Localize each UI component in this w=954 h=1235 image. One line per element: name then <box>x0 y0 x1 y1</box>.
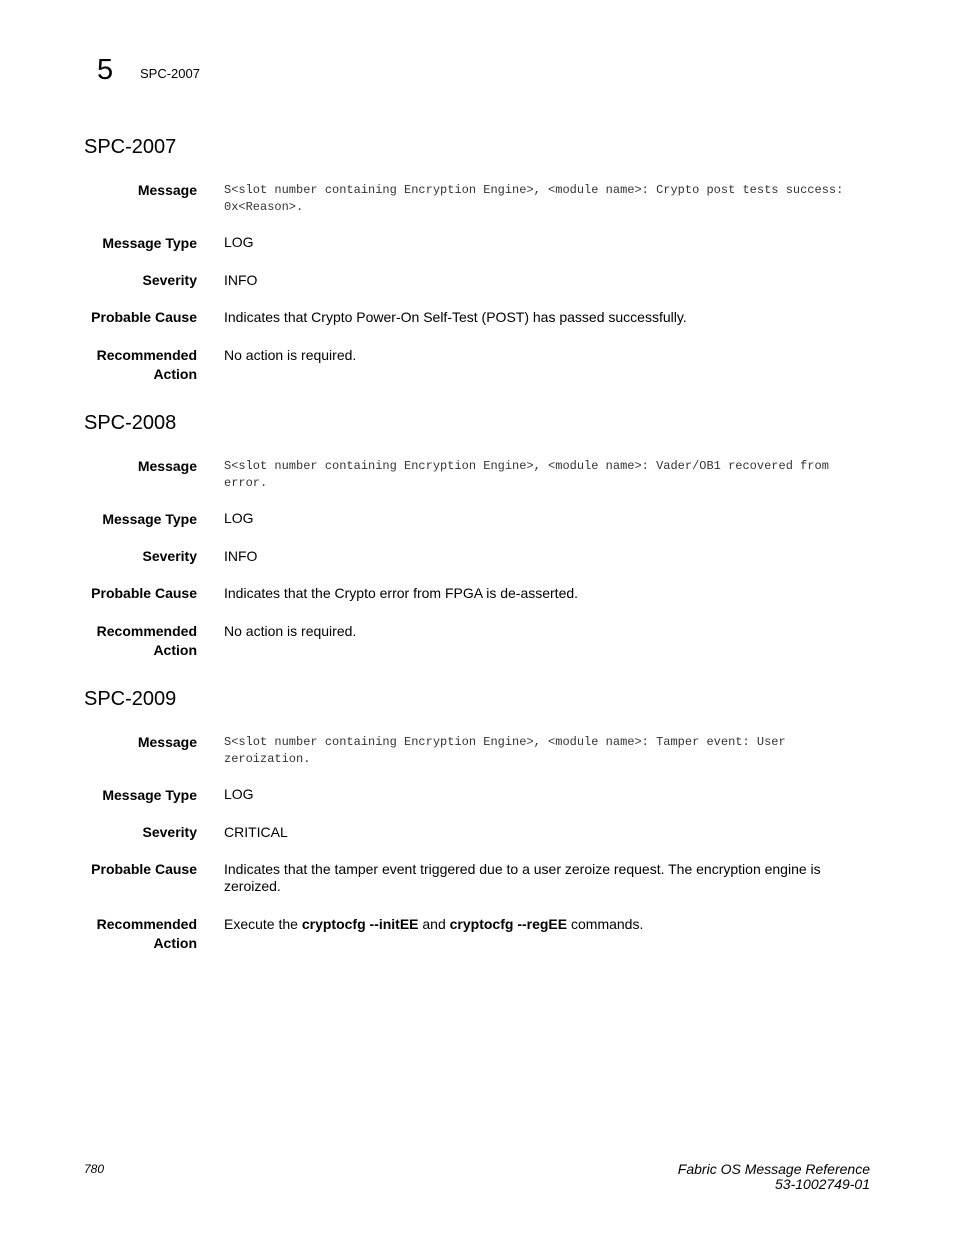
recommended-action-label-line2: Action <box>153 642 197 658</box>
message-text: S<slot number containing Encryption Engine>, <module name>: Vader/OB1 recovered from error. <box>224 459 829 490</box>
command-initee: cryptocfg --initEE <box>301 916 419 932</box>
severity-label: Severity <box>142 824 197 840</box>
document-number: 53-1002749-01 <box>775 1176 870 1192</box>
recommended-action-text <box>224 916 874 933</box>
recommended-action-text: No action is required. <box>224 347 357 363</box>
action-text-part: Execute the <box>224 916 302 932</box>
severity-value: CRITICAL <box>224 824 288 840</box>
probable-cause-text: Indicates that the Crypto error from FPGA is de-asserted. <box>224 585 579 601</box>
recommended-action-label-line1: Recommended <box>96 916 197 932</box>
message-type-value: LOG <box>224 510 254 526</box>
message-type-value: LOG <box>224 234 254 250</box>
probable-cause-label: Probable Cause <box>91 309 197 325</box>
recommended-action-label <box>84 346 197 384</box>
probable-cause-label: Probable Cause <box>91 585 197 601</box>
severity-value: INFO <box>224 548 258 564</box>
message-type-value: LOG <box>224 786 254 802</box>
footer-book-info <box>678 1162 870 1192</box>
action-text-part: and <box>418 916 450 932</box>
message-text: S<slot number containing Encryption Engine>, <module name>: Tamper event: User zeroization. <box>224 735 786 766</box>
book-title: Fabric OS Message Reference <box>677 1161 870 1177</box>
probable-cause-text: Indicates that Crypto Power-On Self-Test (POST) has passed successfully. <box>224 309 687 325</box>
severity-value: INFO <box>224 272 258 288</box>
message-label: Message <box>137 458 197 474</box>
recommended-action-label-line2: Action <box>153 935 197 951</box>
running-header: SPC-2007 <box>140 66 200 81</box>
recommended-action-label-line1: Recommended <box>96 623 197 639</box>
recommended-action-label <box>84 915 197 953</box>
probable-cause-text: Indicates that the tamper event triggered due to a user zeroize request. The encryption engine is zeroized. <box>224 861 821 894</box>
message-label: Message <box>137 734 197 750</box>
severity-label: Severity <box>142 272 197 288</box>
probable-cause-label: Probable Cause <box>91 861 197 877</box>
message-type-label: Message Type <box>102 787 197 803</box>
page-number: 780 <box>84 1162 105 1176</box>
message-text: S<slot number containing Encryption Engine>, <module name>: Crypto post tests success: 0x<Reason>. <box>224 183 844 214</box>
message-type-label: Message Type <box>102 511 197 527</box>
message-label: Message <box>137 182 197 198</box>
action-text-part: commands. <box>567 916 644 932</box>
entry-title: SPC-2008 <box>84 412 177 434</box>
recommended-action-label-line1: Recommended <box>96 347 197 363</box>
entry-title: SPC-2007 <box>84 136 177 158</box>
recommended-action-text: No action is required. <box>224 623 357 639</box>
chapter-number: 5 <box>97 54 114 86</box>
recommended-action-label <box>84 622 197 660</box>
entry-title: SPC-2009 <box>84 688 177 710</box>
severity-label: Severity <box>142 548 197 564</box>
recommended-action-label-line2: Action <box>153 366 197 382</box>
message-type-label: Message Type <box>102 235 197 251</box>
command-regee: cryptocfg --regEE <box>449 916 568 932</box>
